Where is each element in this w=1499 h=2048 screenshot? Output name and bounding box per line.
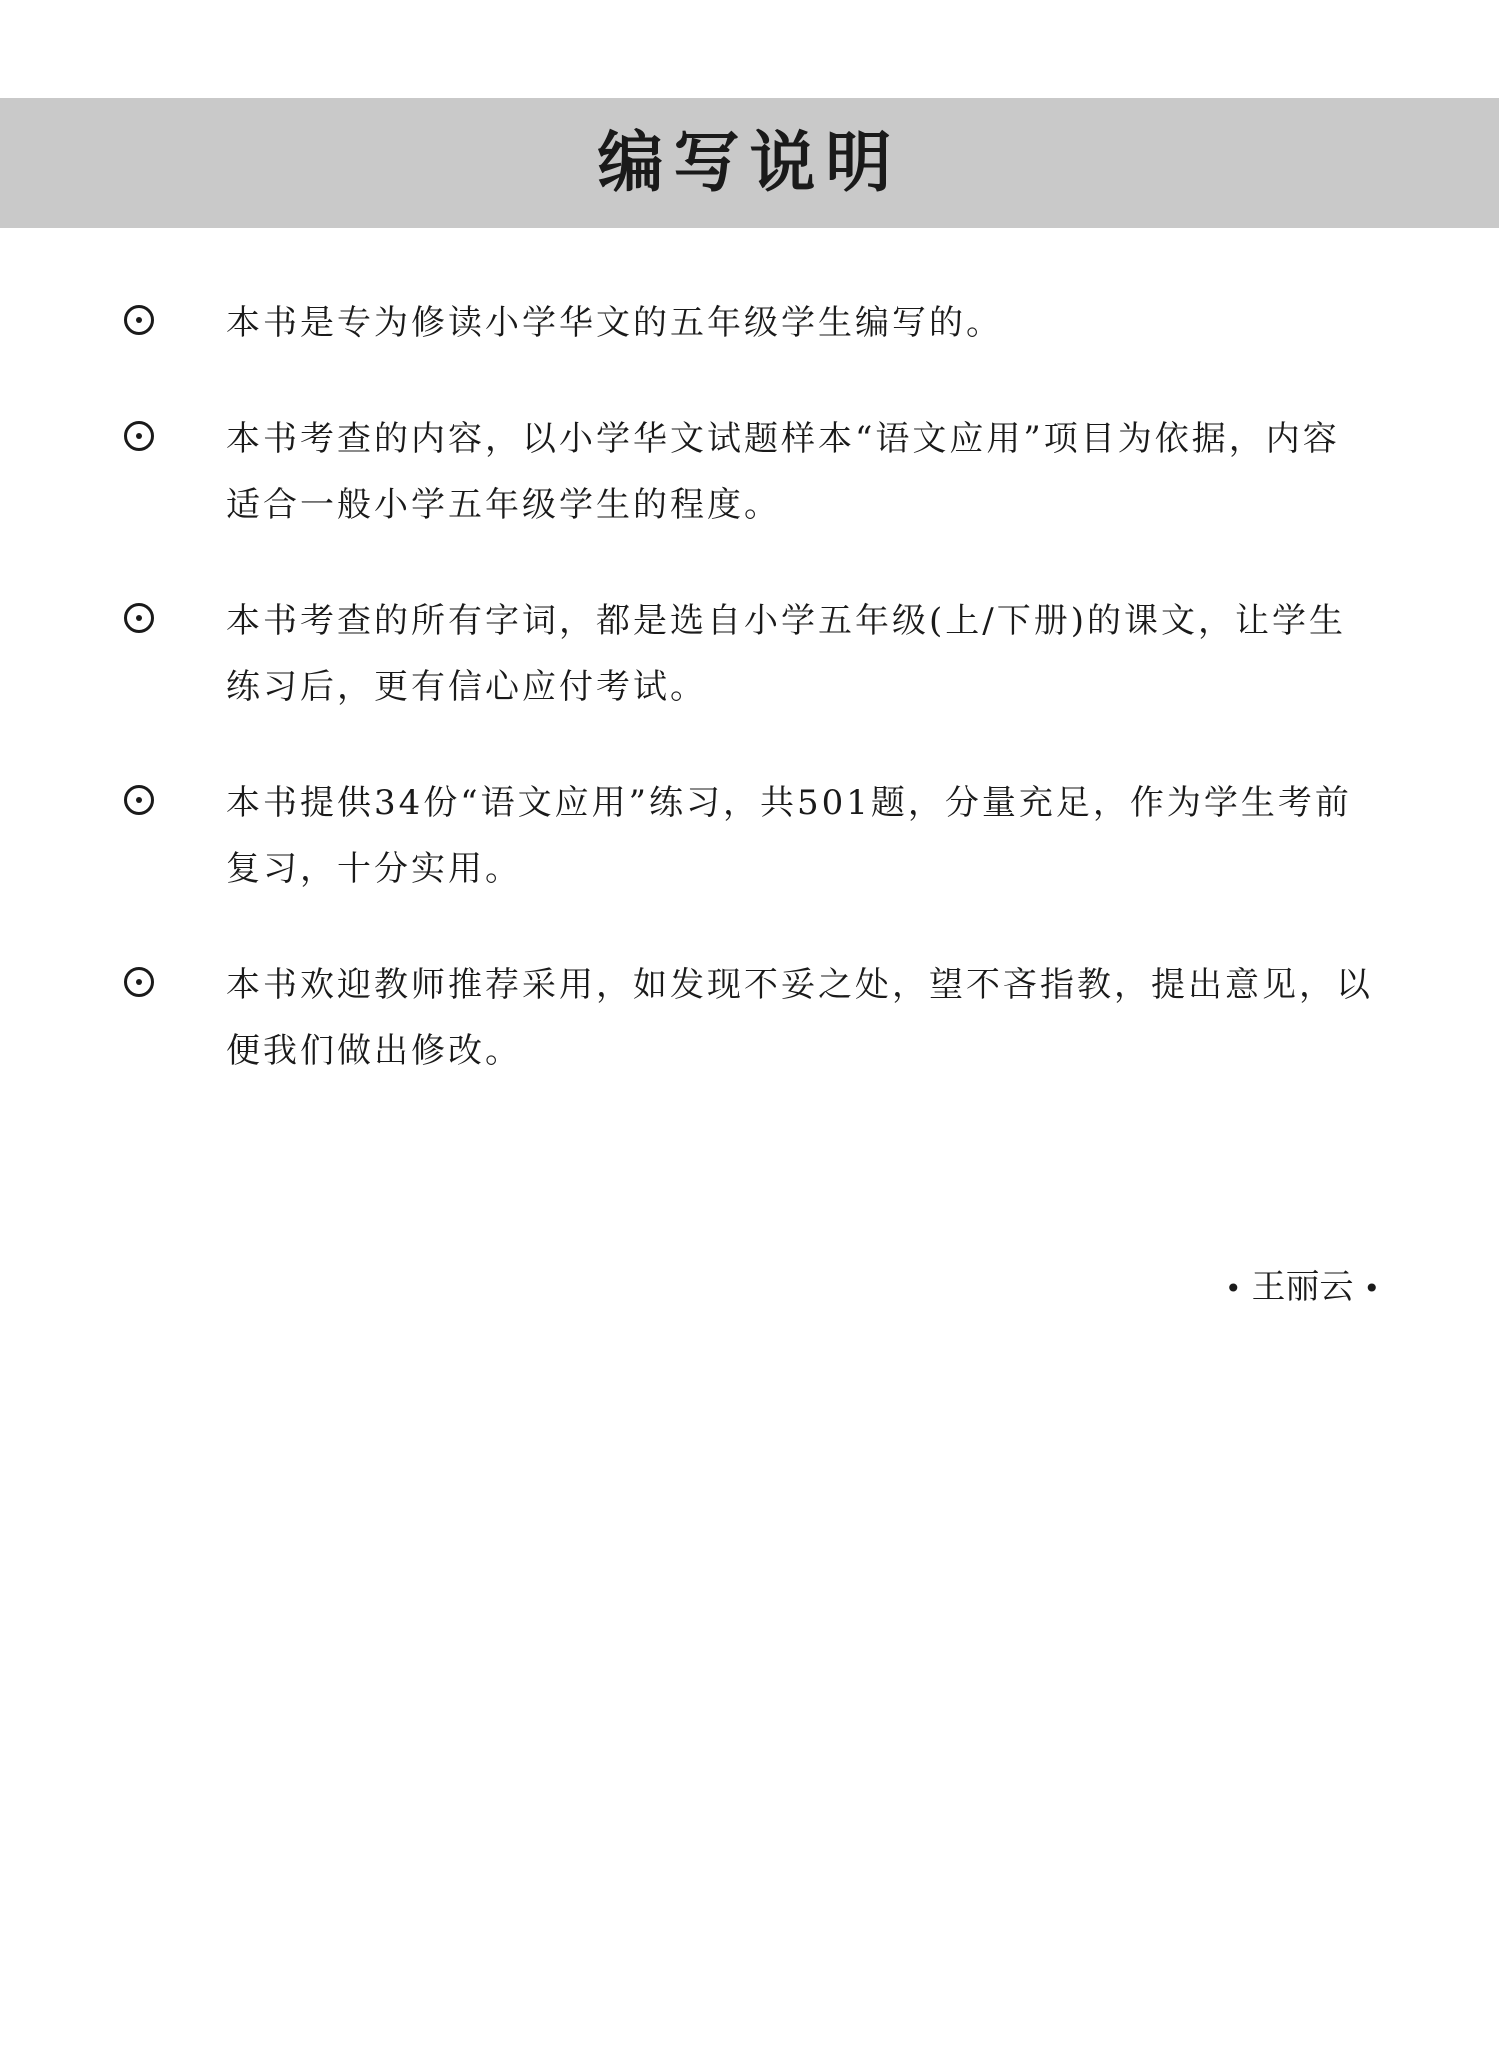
bullet-text: 本书是专为修读小学华文的五年级学生编写的。 <box>226 303 1003 343</box>
author-signature <box>1150 1262 1390 1312</box>
signature-dot-right: • <box>1363 1272 1380 1305</box>
page-title: 编写说明 <box>597 124 902 201</box>
title-band <box>0 98 1499 228</box>
circle-dot-bullet-icon <box>124 967 154 997</box>
bullet-text: 本书提供34份“语文应用”练习，共501题，分量充足，作为学生考前复习，十分实用。 <box>226 783 1352 889</box>
bullet-text: 本书考查的所有字词，都是选自小学五年级(上/下册)的课文，让学生练习后，更有信心应付考试。 <box>226 601 1346 707</box>
circle-dot-bullet-icon <box>124 785 154 815</box>
circle-dot-bullet-icon <box>124 305 154 335</box>
bullet-text: 本书欢迎教师推荐采用，如发现不妥之处，望不吝指教，提出意见，以便我们做出修改。 <box>226 965 1373 1071</box>
circle-dot-bullet-icon <box>124 603 154 633</box>
circle-dot-bullet-icon <box>124 421 154 451</box>
bullet-text: 本书考查的内容，以小学华文试题样本“语文应用”项目为依据，内容适合一般小学五年级学生的程度。 <box>226 419 1340 525</box>
signature-dot-left: • <box>1224 1272 1242 1305</box>
author-name: 王丽云 <box>1251 1267 1354 1307</box>
